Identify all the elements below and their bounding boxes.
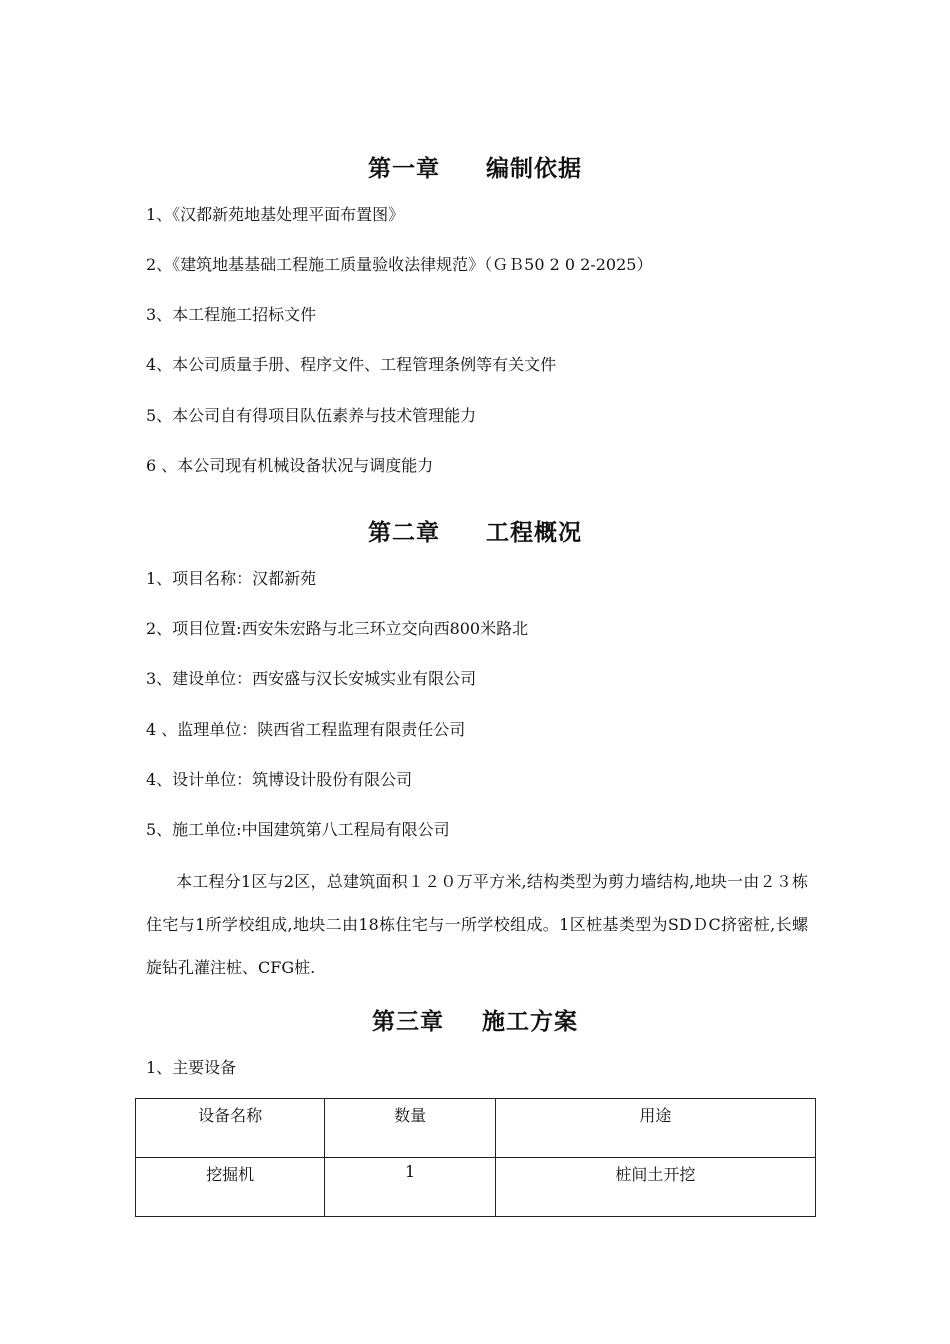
- chapter2-item-6: 5、施工单位:中国建筑第八工程局有限公司: [146, 820, 450, 839]
- chapter1-item-4: 4、本公司质量手册、程序文件、工程管理条例等有关文件: [146, 355, 557, 374]
- chapter2-item-5: 4、设计单位：筑博设计股份有限公司: [146, 770, 413, 789]
- chapter2-number: 第二章: [368, 519, 440, 546]
- table-header-cell: 设备名称: [136, 1099, 325, 1158]
- table-cell: 1: [325, 1158, 496, 1217]
- chapter3-title: 施工方案: [482, 1008, 578, 1035]
- chapter3-subtitle: 1、主要设备: [146, 1058, 237, 1077]
- equipment-table: [135, 1098, 816, 1217]
- table-cell: 桩间土开挖: [495, 1158, 815, 1217]
- table-cell: 挖掘机: [136, 1158, 325, 1217]
- chapter2-item-2: 2、项目位置:西安朱宏路与北三环立交向西800米路北: [146, 619, 529, 638]
- chapter2-heading: [0, 518, 950, 548]
- table-header-cell: 用途: [495, 1099, 815, 1158]
- chapter2-title: 工程概况: [486, 519, 582, 546]
- chapter1-heading: [0, 154, 950, 184]
- chapter1-item-1: 1、《汉都新苑地基处理平面布置图》: [146, 205, 405, 224]
- table-header-row: [136, 1099, 816, 1158]
- chapter1-number: 第一章: [368, 155, 440, 182]
- chapter1-title: 编制依据: [486, 155, 582, 182]
- project-overview-paragraph: 本工程分1区与2区，总建筑面积１２０万平方米,结构类型为剪力墙结构,地块一由２３栋住宅与1所学校组成,地块二由18栋住宅与一所学校组成。1区桩基类型为SDＤC挤密桩,长螺旋钻孔灌注桩、CFG桩.: [146, 872, 808, 977]
- chapter2-item-3: 3、建设单位：西安盛与汉长安城实业有限公司: [146, 669, 477, 688]
- chapter2-item-1: 1、项目名称：汉都新苑: [146, 569, 317, 588]
- chapter1-item-2: 2、《建筑地基基础工程施工质量验收法律规范》（ＧＢ50 2 0 2-2025）: [146, 255, 653, 274]
- chapter1-item-3: 3、本工程施工招标文件: [146, 305, 317, 324]
- chapter2-item-4: 4 、监理单位：陕西省工程监理有限责任公司: [146, 720, 466, 739]
- table-header-cell: 数量: [325, 1099, 496, 1158]
- chapter1-item-6: 6 、本公司现有机械设备状况与调度能力: [146, 456, 434, 475]
- chapter3-number: 第三章: [372, 1008, 444, 1035]
- chapter3-heading: [0, 1007, 950, 1037]
- table-row: [136, 1158, 816, 1217]
- chapter1-item-5: 5、本公司自有得项目队伍素养与技术管理能力: [146, 406, 477, 425]
